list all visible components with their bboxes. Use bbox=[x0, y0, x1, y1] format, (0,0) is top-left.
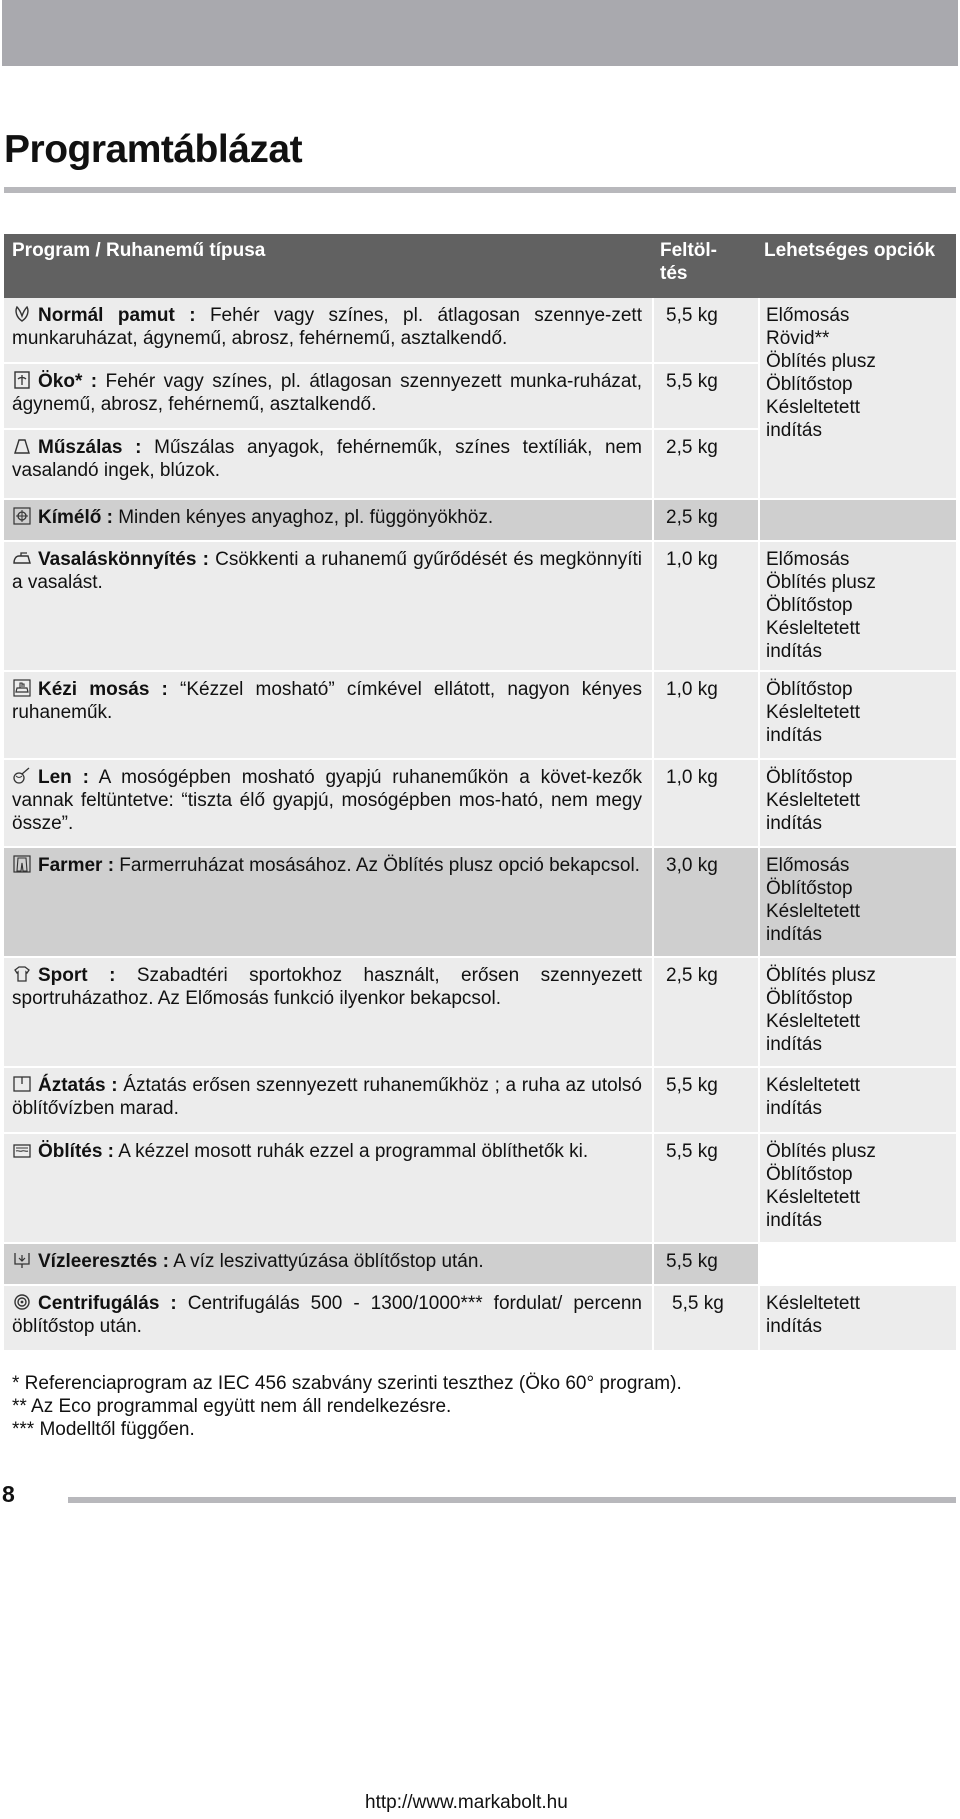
page-number: 8 bbox=[2, 1481, 15, 1507]
footer-divider bbox=[68, 1497, 956, 1503]
delicate-icon bbox=[12, 506, 32, 526]
wool-icon bbox=[12, 766, 32, 786]
soak-icon bbox=[12, 1074, 32, 1094]
options-cell: Előmosás Öblítőstop Késleltetett indítás bbox=[760, 848, 956, 956]
sport-icon bbox=[12, 964, 32, 984]
options-cell: Késleltetett indítás bbox=[760, 1286, 956, 1350]
load-cell: 5,5 kg bbox=[654, 364, 758, 428]
table-row: Vízleeresztés : A víz leszivattyúzása öblítőstop után. bbox=[4, 1244, 652, 1284]
load-cell: 1,0 kg bbox=[654, 672, 758, 758]
options-cell: Öblítőstop Késleltetett indítás bbox=[760, 672, 956, 758]
drain-icon bbox=[12, 1250, 32, 1270]
load-cell: 2,5 kg bbox=[654, 430, 758, 498]
footnote: * Referenciaprogram az IEC 456 szabvány szerinti teszthez (Öko 60° program). bbox=[12, 1373, 682, 1394]
table-row: Centrifugálás : Centrifugálás 500 - 1300/1000*** fordulat/ percenn öblítőstop után. bbox=[4, 1286, 652, 1350]
table-row: Kímélő : Minden kényes anyaghoz, pl. függönyökhöz. bbox=[4, 500, 652, 540]
table-row: Len : A mosógépben mosható gyapjú ruhaneműkön a követ-kezők vannak feltüntetve: “tiszta élő gyapjú, mosógépben mos-ható, nem megy össze”. bbox=[4, 760, 652, 846]
footer-url[interactable]: http://www.markabolt.hu bbox=[365, 1792, 568, 1813]
load-cell: 5,5 kg bbox=[654, 1068, 758, 1132]
load-cell: 1,0 kg bbox=[654, 542, 758, 670]
header-options: Lehetséges opciók bbox=[764, 240, 936, 261]
load-cell: 5,5 kg bbox=[654, 298, 758, 362]
load-cell: 5,5 kg bbox=[654, 1244, 758, 1284]
options-cell: Öblítés plusz Öblítőstop Késleltetett indítás bbox=[760, 1134, 956, 1242]
footnote: ** Az Eco programmal együtt nem áll rendelkezésre. bbox=[12, 1396, 452, 1417]
table-row: Áztatás : Áztatás erősen szennyezett ruhaneműkhöz ; a ruha az utolsó öblítővízben marad. bbox=[4, 1068, 652, 1132]
jeans-icon bbox=[12, 854, 32, 874]
table-row: Kézi mosás : “Kézzel mosható” címkével ellátott, nagyon kényes ruhaneműk. bbox=[4, 672, 652, 758]
load-cell: 3,0 kg bbox=[654, 848, 758, 956]
merged-options-cell: Előmosás Rövid** Öblítés plusz Öblítőstop Késleltetett indítás bbox=[760, 298, 956, 498]
page-title: Programtáblázat bbox=[4, 128, 303, 171]
load-cell: 1,0 kg bbox=[654, 760, 758, 846]
load-cell: 2,5 kg bbox=[654, 500, 758, 540]
options-cell: Előmosás Öblítés plusz Öblítőstop Késleltetett indítás bbox=[760, 542, 956, 670]
title-divider bbox=[4, 187, 956, 193]
options-cell bbox=[760, 1244, 956, 1284]
table-row: Vasaláskönnyítés : Csökkenti a ruhanemű gyűrődését és megkönnyíti a vasalást. bbox=[4, 542, 652, 670]
table-row: Sport : Szabadtéri sportokhoz használt, erősen szennyezett sportruházathoz. Az Előmosás funkció ilyenkor bekapcsol. bbox=[4, 958, 652, 1066]
easy-iron-icon bbox=[12, 548, 32, 568]
table-row: Műszálas : Műszálas anyagok, fehérneműk, színes textíliák, nem vasalandó ingek, blúzok. bbox=[4, 430, 652, 498]
load-cell: 5,5 kg bbox=[654, 1134, 758, 1242]
footnote: *** Modelltől függően. bbox=[12, 1419, 195, 1440]
table-row: Farmer : Farmerruházat mosásához. Az Öblítés plusz opció bekapcsol. bbox=[4, 848, 652, 956]
header-load: Feltöl- tés bbox=[660, 240, 717, 284]
table-row: Normál pamut : Fehér vagy színes, pl. átlagosan szennye-zett munkaruházat, ágynemű, abrosz, fehérnemű, asztalkendő. bbox=[4, 298, 652, 362]
load-cell: 5,5 kg bbox=[654, 1286, 758, 1350]
table-header bbox=[4, 234, 956, 298]
options-cell bbox=[760, 500, 956, 540]
options-cell: Késleltetett indítás bbox=[760, 1068, 956, 1132]
synthetic-icon bbox=[12, 436, 32, 456]
options-cell: Öblítőstop Késleltetett indítás bbox=[760, 760, 956, 846]
options-cell: Öblítés plusz Öblítőstop Késleltetett indítás bbox=[760, 958, 956, 1066]
load-cell: 2,5 kg bbox=[654, 958, 758, 1066]
footnotes bbox=[12, 1372, 682, 1441]
table-row: Öblítés : A kézzel mosott ruhák ezzel a programmal öblíthetők ki. bbox=[4, 1134, 652, 1242]
rinse-icon bbox=[12, 1140, 32, 1160]
eco-icon bbox=[12, 370, 32, 390]
header-program: Program / Ruhanemű típusa bbox=[12, 240, 266, 261]
spin-icon bbox=[12, 1292, 32, 1312]
table-row: Öko* : Fehér vagy színes, pl. átlagosan szennyezett munka-ruházat, ágynemű, abrosz, fehérnemű, asztalkendő. bbox=[4, 364, 652, 428]
cotton-icon bbox=[12, 304, 32, 324]
top-header-bar bbox=[2, 0, 958, 66]
hand-wash-icon bbox=[12, 678, 32, 698]
